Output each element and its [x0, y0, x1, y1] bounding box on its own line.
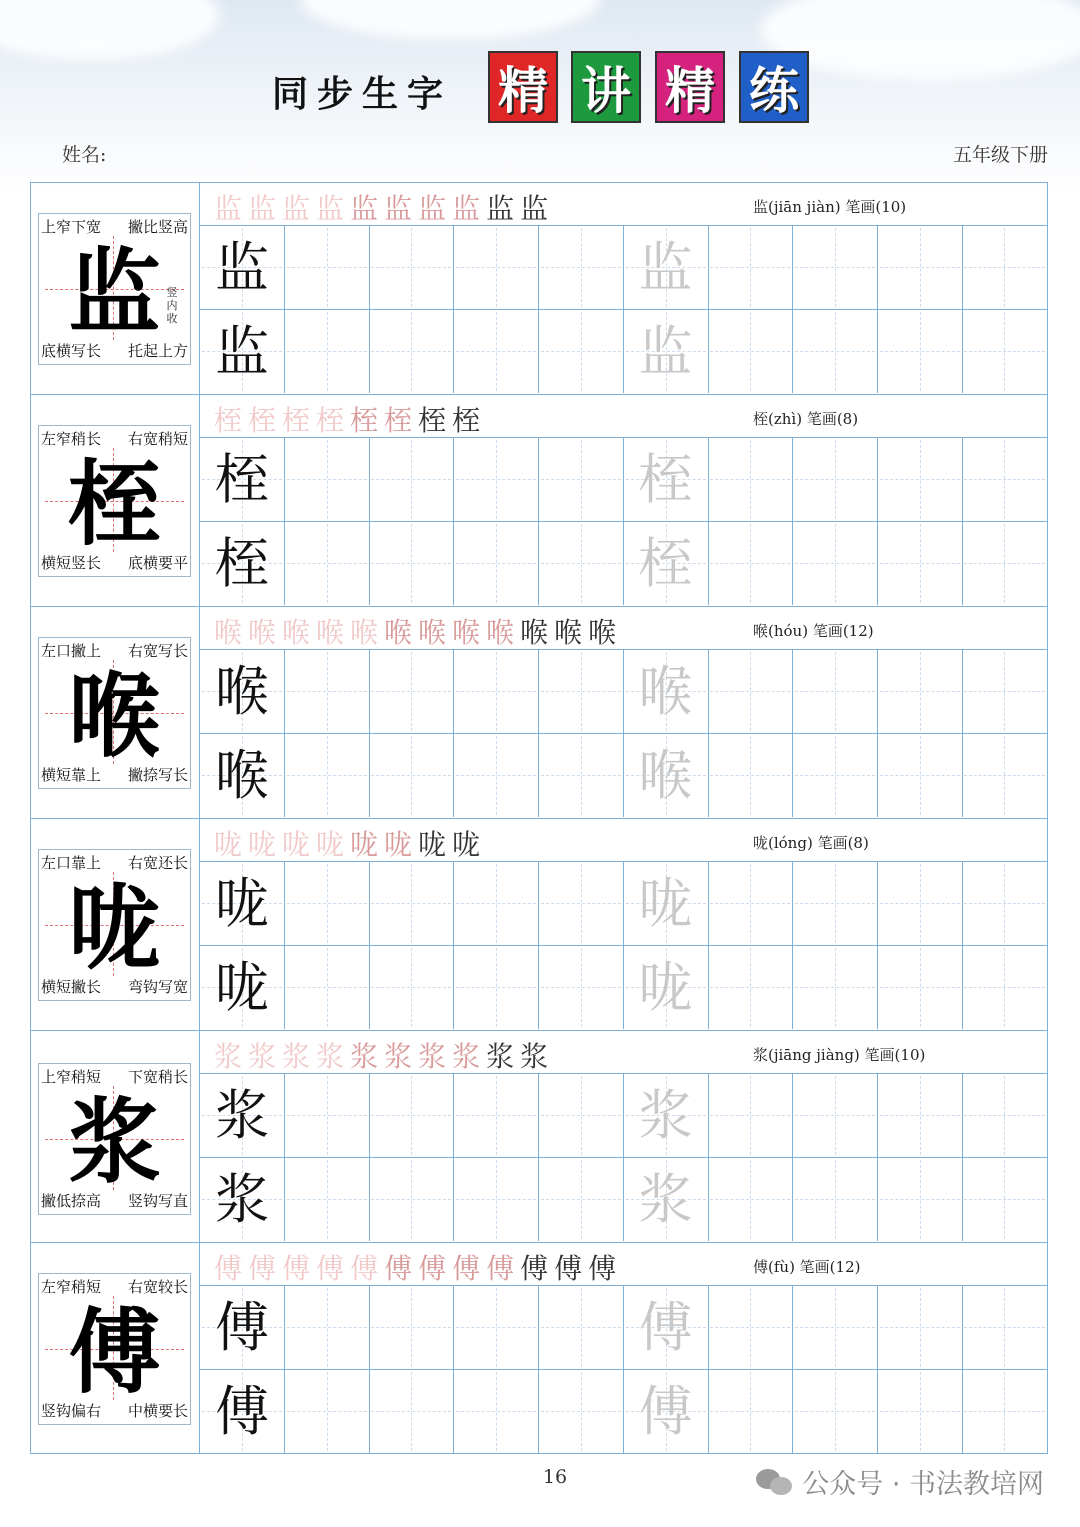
sample-character: 浆: [215, 1084, 269, 1147]
practice-cell[interactable]: [200, 310, 285, 393]
practice-cell[interactable]: [708, 650, 793, 733]
stroke-order-row: [200, 607, 1047, 650]
practice-cell[interactable]: [708, 946, 793, 1029]
pinyin-stroke-info: 桎(zhì) 笔画(8): [753, 410, 859, 428]
stroke-step: 桎: [316, 404, 351, 437]
practice-cell[interactable]: [962, 650, 1047, 733]
writing-tip: 左窄稍短: [41, 1278, 102, 1296]
stroke-step: 喉: [486, 616, 521, 649]
practice-cell[interactable]: [539, 650, 624, 733]
sample-character: 喉: [215, 660, 269, 723]
trace-character: 傅: [638, 1296, 693, 1359]
sample-character: 桎: [215, 532, 269, 595]
practice-cell[interactable]: [708, 226, 793, 309]
practice-cell[interactable]: [369, 438, 454, 521]
practice-cell[interactable]: [285, 226, 370, 309]
practice-cell[interactable]: [793, 734, 878, 817]
trace-character: 桎: [638, 532, 693, 595]
stroke-step: 傅: [316, 1252, 351, 1285]
practice-cell[interactable]: [285, 734, 370, 817]
practice-row: [200, 1158, 1047, 1242]
stroke-step: 咙: [350, 828, 385, 861]
practice-row: [200, 522, 1047, 606]
writing-tip: 左窄稍长: [41, 430, 102, 448]
stroke-step: 监: [520, 192, 555, 225]
trace-character: 傅: [638, 1380, 693, 1443]
practice-cell[interactable]: [539, 310, 624, 393]
pinyin-stroke-info: 咙(lóng) 笔画(8): [753, 834, 869, 852]
practice-cell[interactable]: [793, 522, 878, 605]
practice-cell[interactable]: [962, 1158, 1047, 1241]
writing-tip-box: [38, 1063, 191, 1215]
stroke-step: 咙: [282, 828, 317, 861]
practice-cell[interactable]: [878, 650, 963, 733]
writing-tip-box: [38, 1273, 191, 1425]
title-badge-3: 精: [655, 51, 725, 123]
practice-cell[interactable]: [539, 946, 624, 1029]
practice-cell[interactable]: [878, 522, 963, 605]
practice-cell[interactable]: [539, 522, 624, 605]
practice-cell[interactable]: [539, 1286, 624, 1369]
practice-cell[interactable]: [962, 1074, 1047, 1157]
trace-character: 喉: [638, 744, 693, 807]
practice-cell[interactable]: [624, 1158, 709, 1241]
writing-tip: 上窄稍短: [41, 1068, 102, 1086]
sample-character: 喉: [215, 744, 269, 807]
sample-character: 监: [215, 320, 269, 383]
name-label: 姓名:: [62, 144, 107, 166]
stroke-step: 浆: [248, 1040, 283, 1073]
practice-cell[interactable]: [962, 1286, 1047, 1369]
practice-cell[interactable]: [285, 1074, 370, 1157]
practice-cell[interactable]: [708, 1158, 793, 1241]
practice-cell[interactable]: [539, 1158, 624, 1241]
pinyin-stroke-info: 浆(jiāng jiàng) 笔画(10): [753, 1046, 926, 1064]
practice-cell[interactable]: [962, 438, 1047, 521]
practice-cell[interactable]: [200, 438, 285, 521]
practice-cell[interactable]: [624, 862, 709, 945]
practice-cell[interactable]: [878, 946, 963, 1029]
stroke-sequence: [214, 1247, 622, 1287]
stroke-step: 傅: [282, 1252, 317, 1285]
writing-tip: 下宽稍长: [127, 1068, 188, 1086]
practice-cell[interactable]: [793, 946, 878, 1029]
writing-tip: 弯钩写宽: [127, 978, 188, 996]
character-section: [31, 1031, 1047, 1243]
pinyin-stroke-info: 监(jiān jiàn) 笔画(10): [753, 198, 907, 216]
practice-cell[interactable]: [624, 946, 709, 1029]
stroke-step: 傅: [486, 1252, 521, 1285]
practice-cell[interactable]: [369, 226, 454, 309]
practice-cell[interactable]: [793, 438, 878, 521]
stroke-sequence: [214, 823, 486, 863]
tip-column: [31, 395, 200, 606]
stroke-sequence: [214, 187, 554, 227]
practice-cell[interactable]: [200, 650, 285, 733]
practice-cell[interactable]: [369, 862, 454, 945]
practice-cell[interactable]: [708, 1074, 793, 1157]
practice-cell[interactable]: [878, 310, 963, 393]
stroke-sequence: [214, 611, 622, 651]
stroke-step: 喉: [384, 616, 419, 649]
writing-tip: 横短竖长: [41, 554, 102, 572]
stroke-step: 浆: [520, 1040, 555, 1073]
stroke-step: 喉: [214, 616, 249, 649]
practice-cell[interactable]: [962, 1370, 1047, 1453]
trace-character: 监: [638, 236, 693, 299]
stroke-step: 喉: [350, 616, 385, 649]
practice-cell[interactable]: [793, 226, 878, 309]
stroke-step: 喉: [248, 616, 283, 649]
practice-row: [200, 734, 1047, 818]
stroke-order-row: [200, 395, 1047, 438]
practice-cell[interactable]: [200, 1370, 285, 1453]
stroke-step: 浆: [486, 1040, 521, 1073]
writing-tip: 撇低捺高: [41, 1192, 102, 1210]
practice-cell[interactable]: [962, 946, 1047, 1029]
trace-character: 桎: [638, 448, 693, 511]
writing-tip: 撇捺写长: [127, 766, 188, 784]
stroke-step: 监: [248, 192, 283, 225]
watermark: [756, 1462, 1044, 1501]
practice-row: [200, 862, 1047, 946]
stroke-step: 监: [316, 192, 351, 225]
title-badge-2: 讲: [571, 51, 641, 123]
practice-cell[interactable]: [454, 1286, 539, 1369]
practice-cell[interactable]: [624, 226, 709, 309]
practice-cell[interactable]: [454, 522, 539, 605]
stroke-step: 桎: [384, 404, 419, 437]
practice-cell[interactable]: [878, 438, 963, 521]
practice-cell[interactable]: [962, 734, 1047, 817]
stroke-step: 傅: [248, 1252, 283, 1285]
practice-cell[interactable]: [369, 1158, 454, 1241]
title-badge-4: 练: [739, 51, 809, 123]
practice-cell[interactable]: [708, 862, 793, 945]
practice-cell[interactable]: [708, 734, 793, 817]
practice-cell[interactable]: [285, 650, 370, 733]
practice-sheet: [30, 182, 1048, 1454]
practice-cell[interactable]: [962, 310, 1047, 393]
practice-cell[interactable]: [454, 650, 539, 733]
tip-column: [31, 1243, 200, 1454]
practice-cell[interactable]: [454, 1370, 539, 1453]
practice-cell[interactable]: [454, 310, 539, 393]
stroke-step: 浆: [452, 1040, 487, 1073]
practice-cell[interactable]: [200, 1074, 285, 1157]
writing-tip: 底横写长: [41, 342, 102, 360]
stroke-sequence: [214, 1035, 554, 1075]
practice-cell[interactable]: [369, 1074, 454, 1157]
practice-cell[interactable]: [454, 1158, 539, 1241]
writing-tip: 上窄下宽: [41, 218, 102, 236]
practice-cell[interactable]: [369, 734, 454, 817]
stroke-step: 咙: [316, 828, 351, 861]
tip-column: [31, 1031, 200, 1242]
stroke-step: 傅: [554, 1252, 589, 1285]
sample-character: 傅: [215, 1380, 269, 1443]
model-character: 浆: [68, 1088, 161, 1196]
stroke-step: 浆: [282, 1040, 317, 1073]
writing-tip: 底横要平: [127, 554, 188, 572]
character-section: [31, 819, 1047, 1031]
trace-character: 咙: [638, 956, 693, 1019]
page-title: 同步生字: [272, 74, 453, 115]
stroke-step: 傅: [384, 1252, 419, 1285]
practice-row: [200, 1286, 1047, 1370]
practice-cell[interactable]: [624, 1286, 709, 1369]
practice-cell[interactable]: [624, 734, 709, 817]
practice-cell[interactable]: [793, 1158, 878, 1241]
practice-cell[interactable]: [878, 1158, 963, 1241]
tip-column: [31, 183, 200, 394]
sample-character: 桎: [215, 448, 269, 511]
practice-cell[interactable]: [200, 862, 285, 945]
practice-cell[interactable]: [539, 1370, 624, 1453]
practice-cell[interactable]: [369, 1286, 454, 1369]
stroke-step: 监: [452, 192, 487, 225]
stroke-step: 桎: [350, 404, 385, 437]
practice-cell[interactable]: [285, 1286, 370, 1369]
practice-cell[interactable]: [708, 310, 793, 393]
practice-cell[interactable]: [878, 1074, 963, 1157]
writing-tip-box: [38, 213, 191, 365]
writing-tip: 横短靠上: [41, 766, 102, 784]
practice-cell[interactable]: [200, 1158, 285, 1241]
writing-tip: 中横要长: [127, 1402, 188, 1420]
practice-cell[interactable]: [539, 862, 624, 945]
practice-cell[interactable]: [200, 1286, 285, 1369]
practice-cell[interactable]: [624, 310, 709, 393]
stroke-step: 咙: [214, 828, 249, 861]
pinyin-stroke-info: 傅(fù) 笔画(12): [753, 1258, 861, 1276]
practice-cell[interactable]: [285, 862, 370, 945]
practice-cell[interactable]: [708, 1370, 793, 1453]
practice-row: [200, 650, 1047, 734]
practice-cell[interactable]: [369, 310, 454, 393]
stroke-order-row: [200, 1031, 1047, 1074]
writing-tip-box: [38, 637, 191, 789]
practice-cell[interactable]: [878, 1370, 963, 1453]
character-section: [31, 183, 1047, 395]
stroke-step: 傅: [350, 1252, 385, 1285]
stroke-order-row: [200, 1243, 1047, 1286]
tip-column: [31, 607, 200, 818]
practice-row: [200, 1370, 1047, 1454]
model-character: 监: [68, 238, 161, 346]
practice-cell[interactable]: [200, 522, 285, 605]
practice-cell[interactable]: [708, 438, 793, 521]
practice-cell[interactable]: [539, 226, 624, 309]
sample-character: 监: [215, 236, 269, 299]
writing-tip: 右宽稍短: [127, 430, 188, 448]
practice-cell[interactable]: [285, 438, 370, 521]
trace-character: 浆: [638, 1084, 693, 1147]
stroke-step: 喉: [588, 616, 623, 649]
practice-cell[interactable]: [624, 522, 709, 605]
practice-row: [200, 1074, 1047, 1158]
character-section: [31, 607, 1047, 819]
practice-cell[interactable]: [454, 226, 539, 309]
stroke-step: 浆: [418, 1040, 453, 1073]
writing-tip-box: [38, 425, 191, 577]
practice-cell[interactable]: [708, 522, 793, 605]
practice-cell[interactable]: [793, 310, 878, 393]
writing-tip: 撇比竖高: [127, 218, 188, 236]
stroke-step: 咙: [384, 828, 419, 861]
stroke-step: 桎: [248, 404, 283, 437]
writing-tip: 托起上方: [127, 342, 188, 360]
practice-cell[interactable]: [878, 226, 963, 309]
practice-row: [200, 438, 1047, 522]
practice-cell[interactable]: [539, 734, 624, 817]
stroke-step: 浆: [214, 1040, 249, 1073]
model-character: 喉: [68, 662, 161, 770]
stroke-step: 浆: [316, 1040, 351, 1073]
stroke-step: 桎: [418, 404, 453, 437]
writing-tip: 横短撇长: [41, 978, 102, 996]
practice-cell[interactable]: [539, 438, 624, 521]
practice-cell[interactable]: [285, 1158, 370, 1241]
practice-cell[interactable]: [962, 522, 1047, 605]
writing-tip: 竖钩写直: [127, 1192, 188, 1210]
model-character: 傅: [68, 1298, 161, 1406]
practice-cell[interactable]: [624, 650, 709, 733]
practice-cell[interactable]: [624, 1074, 709, 1157]
writing-tip-box: [38, 849, 191, 1001]
practice-cell[interactable]: [962, 226, 1047, 309]
stroke-step: 监: [282, 192, 317, 225]
practice-cell[interactable]: [878, 1286, 963, 1369]
practice-cell[interactable]: [369, 1370, 454, 1453]
practice-cell[interactable]: [285, 522, 370, 605]
practice-cell[interactable]: [539, 1074, 624, 1157]
model-character: 桎: [68, 450, 161, 558]
watermark-text: 公众号 · 书法教培网: [802, 1469, 1044, 1500]
stroke-step: 傅: [520, 1252, 555, 1285]
stroke-order-row: [200, 183, 1047, 226]
practice-cell[interactable]: [369, 650, 454, 733]
practice-cell[interactable]: [793, 862, 878, 945]
writing-tip: 右宽较长: [127, 1278, 188, 1296]
practice-cell[interactable]: [200, 946, 285, 1029]
trace-character: 咙: [638, 872, 693, 935]
stroke-step: 监: [350, 192, 385, 225]
page-number: 16: [542, 1466, 568, 1488]
stroke-step: 喉: [520, 616, 555, 649]
grade-label: 五年级下册: [952, 144, 1048, 166]
trace-character: 监: [638, 320, 693, 383]
stroke-step: 咙: [248, 828, 283, 861]
stroke-step: 监: [486, 192, 521, 225]
practice-cell[interactable]: [793, 650, 878, 733]
practice-row: [200, 310, 1047, 394]
wechat-icon: [756, 1467, 794, 1497]
title-badge-1: 精: [488, 51, 558, 123]
practice-cell[interactable]: [454, 862, 539, 945]
stroke-step: 傅: [452, 1252, 487, 1285]
stroke-step: 桎: [214, 404, 249, 437]
practice-cell[interactable]: [200, 226, 285, 309]
stroke-step: 喉: [316, 616, 351, 649]
stroke-step: 咙: [452, 828, 487, 861]
stroke-step: 傅: [418, 1252, 453, 1285]
practice-cell[interactable]: [285, 1370, 370, 1453]
sample-character: 咙: [215, 956, 269, 1019]
writing-tip: 左口靠上: [41, 854, 102, 872]
trace-character: 喉: [638, 660, 693, 723]
practice-cell[interactable]: [454, 438, 539, 521]
stroke-step: 喉: [282, 616, 317, 649]
practice-row: [200, 946, 1047, 1030]
stroke-step: 监: [384, 192, 419, 225]
stroke-step: 桎: [282, 404, 317, 437]
stroke-step: 傅: [588, 1252, 623, 1285]
practice-cell[interactable]: [369, 946, 454, 1029]
practice-cell[interactable]: [285, 946, 370, 1029]
stroke-step: 咙: [418, 828, 453, 861]
practice-cell[interactable]: [285, 310, 370, 393]
pinyin-stroke-info: 喉(hóu) 笔画(12): [753, 622, 874, 640]
practice-cell[interactable]: [624, 1370, 709, 1453]
stroke-order-row: [200, 819, 1047, 862]
stroke-step: 喉: [418, 616, 453, 649]
practice-cell[interactable]: [878, 734, 963, 817]
tip-column: [31, 819, 200, 1030]
practice-cell[interactable]: [624, 438, 709, 521]
stroke-step: 傅: [214, 1252, 249, 1285]
stroke-step: 浆: [350, 1040, 385, 1073]
practice-cell[interactable]: [708, 1286, 793, 1369]
stroke-step: 监: [214, 192, 249, 225]
character-section: [31, 395, 1047, 607]
practice-cell[interactable]: [369, 522, 454, 605]
practice-cell[interactable]: [962, 862, 1047, 945]
trace-character: 浆: [638, 1168, 693, 1231]
practice-cell[interactable]: [793, 1074, 878, 1157]
writing-tip: 右宽写长: [127, 642, 188, 660]
stroke-step: 喉: [452, 616, 487, 649]
practice-cell[interactable]: [454, 734, 539, 817]
character-section: [31, 1243, 1047, 1455]
stroke-sequence: [214, 399, 486, 439]
practice-cell[interactable]: [454, 946, 539, 1029]
practice-cell[interactable]: [200, 734, 285, 817]
sample-character: 咙: [215, 872, 269, 935]
stroke-step: 喉: [554, 616, 589, 649]
practice-row: [200, 226, 1047, 310]
practice-cell[interactable]: [454, 1074, 539, 1157]
writing-tip: 左口撇上: [41, 642, 102, 660]
sample-character: 傅: [215, 1296, 269, 1359]
stroke-step: 监: [418, 192, 453, 225]
model-character: 咙: [68, 874, 161, 982]
practice-cell[interactable]: [793, 1286, 878, 1369]
stroke-step: 桎: [452, 404, 487, 437]
practice-cell[interactable]: [878, 862, 963, 945]
writing-tip: 竖钩偏右: [41, 1402, 102, 1420]
side-note: 竖内收: [166, 286, 178, 325]
stroke-step: 浆: [384, 1040, 419, 1073]
practice-cell[interactable]: [793, 1370, 878, 1453]
sample-character: 浆: [215, 1168, 269, 1231]
writing-tip: 右宽还长: [127, 854, 188, 872]
